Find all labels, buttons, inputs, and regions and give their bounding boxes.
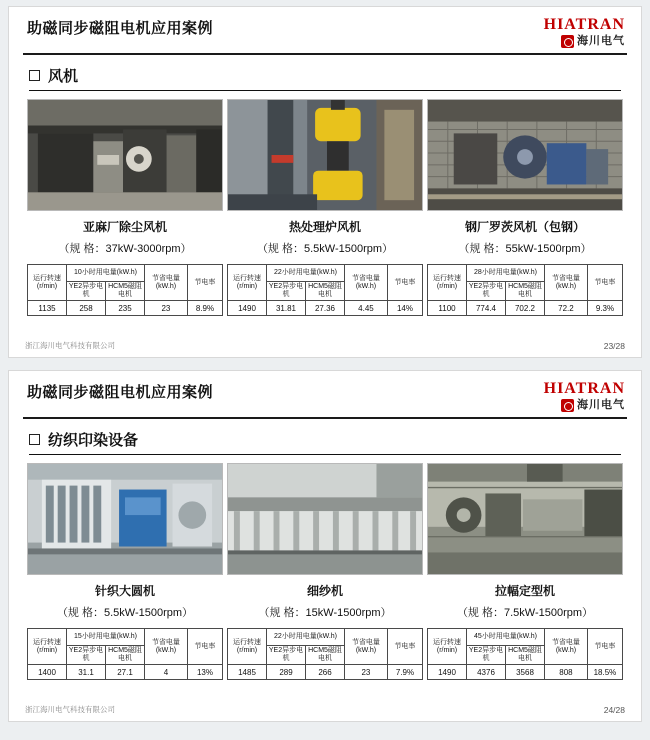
value-speed: 1135 (28, 301, 67, 316)
col-subheader-ye2: YE2异步电机 (267, 646, 306, 665)
logo-text-cn: 海川电气 (577, 399, 625, 411)
value-ye2: 774.4 (467, 301, 506, 316)
energy-table (227, 264, 423, 316)
col-header-saving: 节省电量(kW.h) (545, 265, 588, 301)
case-photo (227, 463, 423, 575)
slide-footer: 浙江海川电气科技有限公司 (25, 705, 115, 714)
square-bullet-icon (29, 434, 40, 445)
slide-header (23, 381, 627, 419)
logo-mark-icon (561, 35, 574, 48)
col-header-rate: 节电率 (387, 629, 422, 665)
col-header-speed: 运行转速 (r/min) (228, 629, 267, 665)
value-ye2: 4376 (467, 665, 506, 680)
value-ye2: 289 (267, 665, 306, 680)
section-heading (29, 429, 627, 450)
col-subheader-ye2: YE2异步电机 (67, 282, 106, 301)
col-subheader-ye2: YE2异步电机 (467, 282, 506, 301)
logo-mark-icon (561, 399, 574, 412)
energy-table (27, 628, 223, 680)
heat-treatment-furnace-fan-photo (228, 100, 422, 210)
value-saving: 808 (545, 665, 588, 680)
col-header-saving: 节省电量(kW.h) (545, 629, 588, 665)
energy-table (427, 264, 623, 316)
value-hcm5: 3568 (506, 665, 545, 680)
section-label: 纺织印染设备 (48, 432, 139, 449)
value-ye2: 258 (67, 301, 106, 316)
col-header-rate: 节电率 (187, 265, 222, 301)
case-photo (427, 99, 623, 211)
value-ye2: 31.81 (267, 301, 306, 316)
value-rate: 7.9% (387, 665, 422, 680)
col-header-saving: 节省电量(kW.h) (345, 265, 388, 301)
case-card-list (23, 99, 627, 316)
value-ye2: 31.1 (67, 665, 106, 680)
col-header-rate: 节电率 (587, 629, 622, 665)
value-speed: 1400 (28, 665, 67, 680)
col-header-consumption: 22小时用电量(kW.h) (267, 265, 345, 282)
page-title: 助磁同步磁阻电机应用案例 (27, 384, 214, 401)
case-name: 亚麻厂除尘风机 (82, 220, 167, 234)
value-hcm5: 235 (106, 301, 145, 316)
case-card (27, 99, 223, 316)
slide-24 (8, 370, 642, 722)
value-hcm5: 27.1 (106, 665, 145, 680)
col-header-rate: 节电率 (387, 265, 422, 301)
table-row (428, 665, 623, 680)
case-photo (27, 99, 223, 211)
case-spec: （规 格：5.5kW-1500rpm） (256, 243, 394, 255)
section-label: 风机 (48, 68, 79, 85)
logo-text-cn: 海川电气 (577, 35, 625, 47)
col-subheader-hcm5: HCM5磁阻电机 (306, 282, 345, 301)
case-name: 钢厂罗茨风机（包钢） (464, 220, 585, 234)
col-header-consumption: 22小时用电量(kW.h) (267, 629, 345, 646)
case-spec: （规 格：37kW-3000rpm） (58, 243, 192, 255)
case-photo (227, 99, 423, 211)
col-header-speed: 运行转速 (r/min) (228, 265, 267, 301)
col-header-speed: 运行转速 (r/min) (428, 265, 467, 301)
page-number: 23/28 (603, 341, 625, 351)
value-rate: 8.9% (187, 301, 222, 316)
value-saving: 4.45 (345, 301, 388, 316)
case-card (427, 463, 623, 680)
value-rate: 9.3% (587, 301, 622, 316)
col-header-saving: 节省电量(kW.h) (145, 629, 188, 665)
col-header-speed: 运行转速 (r/min) (28, 265, 67, 301)
logo-text-en: HIATRAN (543, 16, 625, 33)
value-saving: 4 (145, 665, 188, 680)
slide-23 (8, 6, 642, 358)
col-header-consumption: 15小时用电量(kW.h) (67, 629, 145, 646)
value-speed: 1490 (228, 301, 267, 316)
table-row (28, 301, 223, 316)
table-row (228, 665, 423, 680)
col-subheader-ye2: YE2异步电机 (67, 646, 106, 665)
company-logo (544, 381, 627, 412)
slide-header (23, 17, 627, 55)
table-row (228, 301, 423, 316)
value-hcm5: 702.2 (506, 301, 545, 316)
col-subheader-ye2: YE2异步电机 (267, 282, 306, 301)
case-photo (427, 463, 623, 575)
circular-knitting-machine-photo (28, 464, 222, 574)
energy-table (227, 628, 423, 680)
col-header-speed: 运行转速 (r/min) (428, 629, 467, 665)
case-card (227, 99, 423, 316)
value-saving: 23 (345, 665, 388, 680)
slide-footer: 浙江海川电气科技有限公司 (25, 341, 115, 350)
case-card (27, 463, 223, 680)
case-spec: （规 格：7.5kW-1500rpm） (456, 607, 594, 619)
logo-text-en: HIATRAN (543, 380, 625, 397)
col-header-consumption: 10小时用电量(kW.h) (67, 265, 145, 282)
page-number: 24/28 (603, 705, 625, 715)
case-photo (27, 463, 223, 575)
col-subheader-hcm5: HCM5磁阻电机 (106, 646, 145, 665)
case-spec: （规 格：55kW-1500rpm） (458, 243, 592, 255)
col-header-saving: 节省电量(kW.h) (345, 629, 388, 665)
col-subheader-hcm5: HCM5磁阻电机 (106, 282, 145, 301)
col-subheader-hcm5: HCM5磁阻电机 (506, 646, 545, 665)
col-header-speed: 运行转速 (r/min) (28, 629, 67, 665)
case-spec: （规 格：5.5kW-1500rpm） (56, 607, 194, 619)
stenter-setting-machine-photo (428, 464, 622, 574)
table-row (28, 665, 223, 680)
section-divider (29, 454, 621, 455)
value-speed: 1485 (228, 665, 267, 680)
col-subheader-hcm5: HCM5磁阻电机 (306, 646, 345, 665)
col-subheader-hcm5: HCM5磁阻电机 (506, 282, 545, 301)
value-hcm5: 27.36 (306, 301, 345, 316)
value-speed: 1490 (428, 665, 467, 680)
value-hcm5: 266 (306, 665, 345, 680)
col-subheader-ye2: YE2异步电机 (467, 646, 506, 665)
page-title: 助磁同步磁阻电机应用案例 (27, 20, 214, 37)
case-card (427, 99, 623, 316)
dust-collector-fan-photo (28, 100, 222, 210)
col-header-consumption: 45小时用电量(kW.h) (467, 629, 545, 646)
case-name: 热处理炉风机 (288, 220, 361, 234)
case-name: 细纱机 (306, 584, 343, 598)
col-header-saving: 节省电量(kW.h) (145, 265, 188, 301)
value-speed: 1100 (428, 301, 467, 316)
value-rate: 14% (387, 301, 422, 316)
case-name: 针织大圆机 (94, 584, 155, 598)
col-header-rate: 节电率 (587, 265, 622, 301)
value-rate: 18.5% (587, 665, 622, 680)
steel-plant-roots-blower-photo (428, 100, 622, 210)
value-saving: 23 (145, 301, 188, 316)
table-row (428, 301, 623, 316)
value-rate: 13% (187, 665, 222, 680)
section-heading (29, 65, 627, 86)
section-divider (29, 90, 621, 91)
company-logo (544, 17, 627, 48)
energy-table (27, 264, 223, 316)
spinning-frame-photo (228, 464, 422, 574)
case-name: 拉幅定型机 (494, 584, 555, 598)
col-header-consumption: 28小时用电量(kW.h) (467, 265, 545, 282)
case-card-list (23, 463, 627, 680)
value-saving: 72.2 (545, 301, 588, 316)
energy-table (427, 628, 623, 680)
case-spec: （规 格：15kW-1500rpm） (258, 607, 392, 619)
square-bullet-icon (29, 70, 40, 81)
col-header-rate: 节电率 (187, 629, 222, 665)
case-card (227, 463, 423, 680)
